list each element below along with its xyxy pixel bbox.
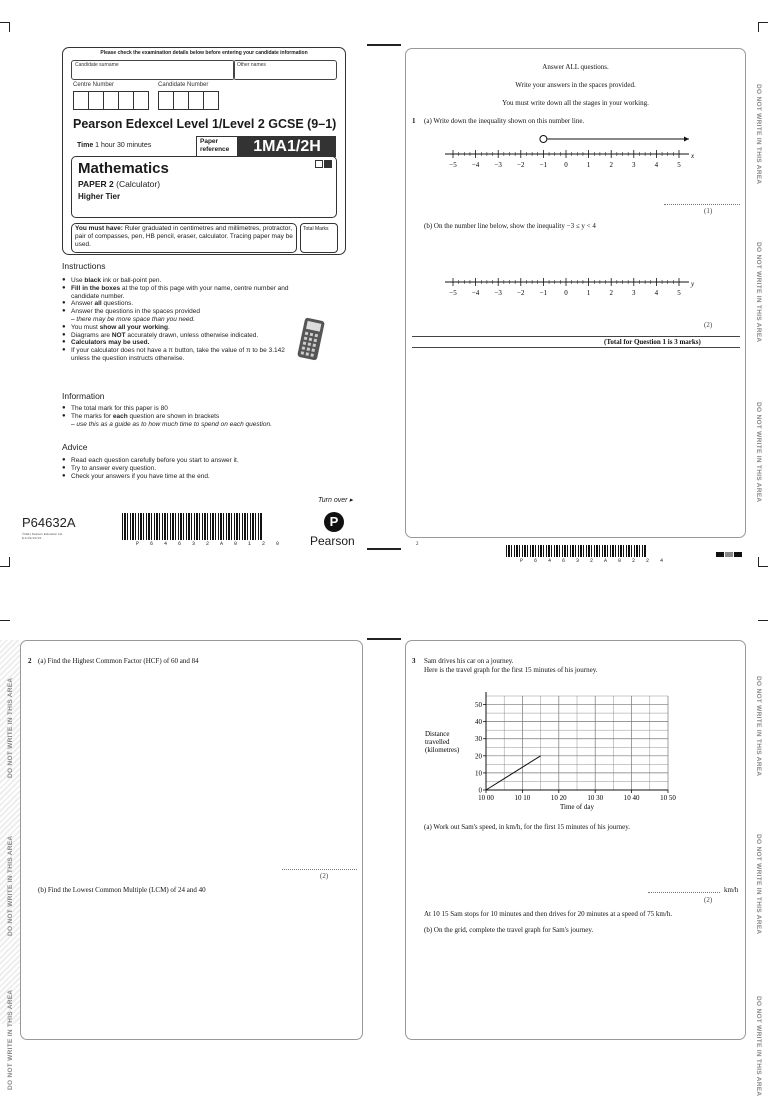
digit-box[interactable] bbox=[73, 91, 89, 110]
number-line-tick-label: 2 bbox=[609, 161, 613, 169]
crop-mark bbox=[758, 22, 768, 23]
open-circle bbox=[540, 136, 547, 143]
answer-line[interactable] bbox=[648, 892, 720, 893]
number-line-tick-label: −1 bbox=[539, 161, 548, 169]
margin-warning: DO NOT WRITE IN THIS AREA bbox=[755, 996, 762, 1096]
x-tick-label: 10 00 bbox=[478, 794, 494, 802]
copyright bbox=[22, 532, 63, 540]
qualification-title: Pearson Edexcel Level 1/Level 2 GCSE (9–1) bbox=[73, 117, 337, 131]
list-item-text: NOT bbox=[111, 331, 126, 339]
question-1-total: (Total for Question 1 is 3 marks) bbox=[604, 338, 701, 346]
question-3-intro: Here is the travel graph for the first 15 minutes of his journey. bbox=[424, 666, 598, 674]
paper-code: 1MA1/2H bbox=[238, 136, 336, 157]
x-tick-label: 10 30 bbox=[587, 794, 604, 802]
other-names-field[interactable] bbox=[233, 60, 337, 80]
list-item-text: at the top of this page with your name, centre number and candidate number. bbox=[71, 284, 289, 300]
digit-box[interactable] bbox=[118, 91, 134, 110]
instructions-list bbox=[62, 277, 294, 363]
number-line-tick-label: 4 bbox=[654, 289, 659, 297]
question-2a-text: (a) Find the Highest Common Factor (HCF) of 60 and 84 bbox=[38, 657, 199, 665]
digit-box[interactable] bbox=[158, 91, 174, 110]
number-line-tick-label: −4 bbox=[471, 161, 480, 169]
marks-label: (2) bbox=[704, 321, 713, 329]
number-line-tick-label: 0 bbox=[564, 161, 568, 169]
page-nav-mark bbox=[716, 552, 742, 557]
centre-number-boxes[interactable] bbox=[73, 91, 148, 110]
list-item bbox=[62, 347, 294, 363]
margin-warning: DO NOT WRITE IN THIS AREA bbox=[755, 834, 762, 935]
number-line-tick-label: 5 bbox=[677, 289, 681, 297]
fold-mark bbox=[367, 638, 401, 640]
margin-warning: DO NOT WRITE IN THIS AREA bbox=[7, 677, 14, 778]
candidate-details-box bbox=[62, 47, 346, 255]
copyright-line: E:1/1/1/1/1/1/1 bbox=[22, 536, 42, 540]
y-axis-label: Distance bbox=[425, 730, 450, 738]
page-number: 2 bbox=[416, 542, 419, 547]
list-item-text: each bbox=[112, 412, 128, 420]
crop-mark bbox=[758, 620, 768, 621]
margin-warning: DO NOT WRITE IN THIS AREA bbox=[7, 835, 14, 936]
barcode-digits: P 6 4 6 3 2 A 0 2 2 4 bbox=[520, 558, 668, 564]
list-item-note: – use this as a guide as to how much time to spend on each question. bbox=[71, 420, 272, 428]
calculator-icon bbox=[296, 317, 326, 361]
subject-box bbox=[71, 156, 337, 218]
digit-box[interactable] bbox=[173, 91, 189, 110]
candidate-surname-field[interactable] bbox=[71, 60, 235, 80]
paper-number-label: PAPER 2 bbox=[78, 179, 114, 189]
nav-block bbox=[725, 552, 733, 557]
question-3-stop-text: At 10 15 Sam stops for 10 minutes and then drives for 20 minutes at a speed of 75 km/h. bbox=[424, 910, 673, 918]
centre-number-label: Centre Number bbox=[73, 82, 115, 88]
time-label: Time bbox=[77, 142, 94, 149]
question-number: 3 bbox=[412, 657, 416, 665]
margin-warning: DO NOT WRITE IN THIS AREA bbox=[7, 989, 14, 1090]
margin-warning: DO NOT WRITE IN THIS AREA bbox=[755, 84, 762, 185]
list-item-text: . bbox=[167, 323, 170, 331]
header-line: You must write down all the stages in your working. bbox=[502, 99, 649, 107]
x-tick-label: 10 50 bbox=[660, 794, 676, 802]
number-line-tick-label: 3 bbox=[632, 161, 636, 169]
question-3-intro: Sam drives his car on a journey. bbox=[424, 657, 514, 665]
list-item-text: show all your working bbox=[99, 323, 168, 331]
list-item-text: Answer bbox=[71, 300, 95, 308]
travel-graph bbox=[420, 686, 690, 814]
time-value: 1 hour 30 minutes bbox=[95, 142, 152, 149]
list-item-text: You must bbox=[71, 323, 100, 331]
turn-over-label: Turn over ▸ bbox=[318, 497, 353, 504]
candidate-number-label: Candidate Number bbox=[158, 82, 209, 88]
total-marks-label: Total Marks bbox=[303, 226, 329, 232]
crop-mark bbox=[9, 557, 10, 567]
list-item bbox=[62, 300, 294, 308]
number-line-tick-label: −5 bbox=[449, 289, 457, 297]
list-item-text: Use bbox=[71, 277, 85, 284]
unit-label: km/h bbox=[724, 886, 739, 894]
margin-warning: DO NOT WRITE IN THIS AREA bbox=[755, 402, 762, 503]
digit-box[interactable] bbox=[203, 91, 219, 110]
number-line-tick-label: 4 bbox=[654, 161, 659, 169]
list-item-text: If your calculator does not have a π button, take the value of π to be 3.142 unless the question instructs otherwise. bbox=[71, 347, 285, 362]
y-tick-label: 30 bbox=[475, 735, 482, 744]
number-line-b bbox=[445, 270, 715, 298]
page-3-panel bbox=[20, 640, 363, 1040]
header-line: Write your answers in the spaces provided. bbox=[515, 81, 636, 89]
marks-label: (1) bbox=[704, 207, 713, 215]
y-tick-label: 20 bbox=[475, 752, 482, 761]
crop-mark bbox=[758, 22, 759, 32]
crop-mark bbox=[0, 620, 10, 621]
list-item bbox=[62, 457, 322, 465]
list-item bbox=[62, 308, 294, 324]
marks-label: (2) bbox=[704, 896, 713, 904]
list-item-text: accurately drawn, unless otherwise indicated. bbox=[125, 331, 259, 339]
list-item-text: The marks for bbox=[71, 412, 113, 420]
x-axis-label: Time of day bbox=[560, 803, 594, 811]
digit-box[interactable] bbox=[188, 91, 204, 110]
list-item-text: Fill in the boxes bbox=[71, 284, 121, 292]
must-have-label: You must have: bbox=[75, 225, 123, 232]
nav-block bbox=[716, 552, 724, 557]
margin-warning: DO NOT WRITE IN THIS AREA bbox=[755, 242, 762, 343]
instructions-heading: Instructions bbox=[62, 261, 106, 271]
marks-label: (2) bbox=[320, 872, 329, 880]
advice-heading: Advice bbox=[62, 442, 88, 452]
paper-id-code: P64632A bbox=[22, 515, 76, 530]
list-item-text: Answer the questions in the spaces provided bbox=[71, 308, 200, 316]
subject-title: Mathematics bbox=[78, 160, 169, 177]
paper-number bbox=[78, 179, 160, 189]
list-item-note: – there may be more space than you need. bbox=[71, 315, 195, 323]
publisher-name: Pearson bbox=[310, 534, 355, 548]
divider bbox=[412, 347, 740, 348]
x-tick-label: 10 10 bbox=[514, 794, 531, 802]
tier-label: Higher Tier bbox=[78, 192, 121, 201]
must-have-text: Ruler graduated in centimetres and millimetres, protractor, pair of compasses, pen, HB pencil, eraser, calculator. Tracing paper may be used. bbox=[75, 225, 293, 248]
list-item bbox=[62, 413, 322, 429]
divider bbox=[412, 336, 740, 337]
question-3b-text: (b) On the grid, complete the travel graph for Sam's journey. bbox=[424, 926, 594, 934]
tier-tickboxes bbox=[315, 160, 332, 168]
list-item-text: question are shown in brackets bbox=[127, 412, 220, 420]
list-item-text: Calculators may be used. bbox=[71, 339, 150, 347]
must-have-box bbox=[71, 223, 297, 253]
information-list bbox=[62, 405, 322, 428]
other-names-label: Other names bbox=[237, 62, 266, 68]
number-line-variable: y bbox=[691, 280, 695, 288]
pearson-logo-icon: P bbox=[324, 512, 344, 532]
number-line-tick-label: 0 bbox=[564, 289, 568, 297]
total-marks-box[interactable] bbox=[300, 223, 338, 253]
number-line-tick-label: −2 bbox=[517, 161, 525, 169]
crop-mark bbox=[9, 22, 10, 32]
list-item bbox=[62, 339, 294, 347]
list-item bbox=[62, 324, 294, 332]
list-item bbox=[62, 405, 322, 413]
number-line-tick-label: 3 bbox=[632, 289, 636, 297]
time-allowed bbox=[77, 142, 151, 149]
paper-calculator-label: (Calculator) bbox=[116, 179, 161, 189]
list-item-text: questions. bbox=[101, 300, 134, 308]
check-note: Please check the examination details below before entering your candidate information bbox=[100, 50, 308, 56]
barcode bbox=[506, 545, 646, 557]
y-tick-label: 0 bbox=[478, 786, 482, 795]
barcode-digits: P 6 4 6 3 2 A 0 1 2 0 bbox=[136, 541, 284, 547]
question-2b-text: (b) Find the Lowest Common Multiple (LCM) of 24 and 40 bbox=[38, 886, 206, 894]
number-line-tick-label: 1 bbox=[586, 289, 591, 297]
list-item bbox=[62, 473, 322, 481]
x-tick-label: 10 40 bbox=[623, 794, 640, 802]
paper-reference-label: Paper reference bbox=[196, 136, 238, 157]
crop-mark bbox=[758, 566, 768, 567]
list-item-text: Try to answer every question. bbox=[71, 464, 157, 472]
digit-box[interactable] bbox=[88, 91, 104, 110]
barcode bbox=[122, 513, 262, 540]
y-tick-label: 40 bbox=[475, 718, 482, 727]
copyright-line: ©2021 Pearson Education Ltd. bbox=[22, 532, 63, 536]
number-line-tick-label: 1 bbox=[586, 161, 591, 169]
fold-mark bbox=[367, 44, 401, 46]
list-item-text: all bbox=[94, 300, 102, 308]
list-item-text: The total mark for this paper is 80 bbox=[71, 405, 168, 412]
number-line-tick-label: −3 bbox=[494, 289, 502, 297]
question-3a-text: (a) Work out Sam's speed, in km/h, for the first 15 minutes of his journey. bbox=[424, 823, 631, 831]
y-tick-label: 50 bbox=[475, 701, 482, 710]
number-line-tick-label: 5 bbox=[677, 161, 681, 169]
y-axis-label: travelled bbox=[425, 738, 450, 746]
digit-box[interactable] bbox=[103, 91, 119, 110]
tickbox bbox=[315, 160, 323, 168]
y-axis-label: (kilometres) bbox=[425, 746, 460, 754]
question-1b-text: (b) On the number line below, show the inequality −3 ≤ y < 4 bbox=[424, 222, 596, 230]
inequality-arrowhead bbox=[684, 137, 689, 142]
number-line-tick-label: −4 bbox=[471, 289, 480, 297]
number-line-a bbox=[445, 130, 715, 170]
number-line-tick-label: −3 bbox=[494, 161, 502, 169]
list-item-text: black bbox=[84, 277, 101, 284]
question-number: 1 bbox=[412, 117, 416, 125]
number-line-tick-label: −2 bbox=[517, 289, 525, 297]
digit-box[interactable] bbox=[133, 91, 149, 110]
question-number: 2 bbox=[28, 657, 32, 665]
information-heading: Information bbox=[62, 391, 105, 401]
header-line: Answer ALL questions. bbox=[542, 63, 609, 71]
fold-mark bbox=[367, 548, 401, 550]
y-tick-label: 10 bbox=[475, 769, 482, 778]
nav-block bbox=[734, 552, 742, 557]
number-line-tick-label: −1 bbox=[539, 289, 548, 297]
answer-line[interactable] bbox=[664, 204, 740, 205]
candidate-number-boxes[interactable] bbox=[158, 91, 218, 110]
x-tick-label: 10 20 bbox=[550, 794, 567, 802]
number-line-variable: x bbox=[691, 152, 695, 160]
list-item bbox=[62, 332, 294, 340]
crop-mark bbox=[758, 557, 759, 567]
list-item-text: Read each question carefully before you start to answer it. bbox=[71, 457, 239, 464]
number-line-tick-label: −5 bbox=[449, 161, 457, 169]
list-item bbox=[62, 465, 322, 473]
list-item-text: ink or ball-point pen. bbox=[101, 277, 162, 284]
list-item-text: Diagrams are bbox=[71, 331, 112, 339]
list-item bbox=[62, 277, 294, 285]
candidate-surname-label: Candidate surname bbox=[75, 62, 119, 68]
list-item-text: Check your answers if you have time at the end. bbox=[71, 472, 210, 480]
question-1a-text: (a) Write down the inequality shown on this number line. bbox=[424, 117, 585, 125]
margin-warning: DO NOT WRITE IN THIS AREA bbox=[755, 676, 762, 777]
number-line-tick-label: 2 bbox=[609, 289, 613, 297]
tickbox-filled bbox=[324, 160, 332, 168]
answer-line[interactable] bbox=[282, 869, 357, 870]
list-item bbox=[62, 285, 294, 301]
advice-list bbox=[62, 457, 322, 480]
